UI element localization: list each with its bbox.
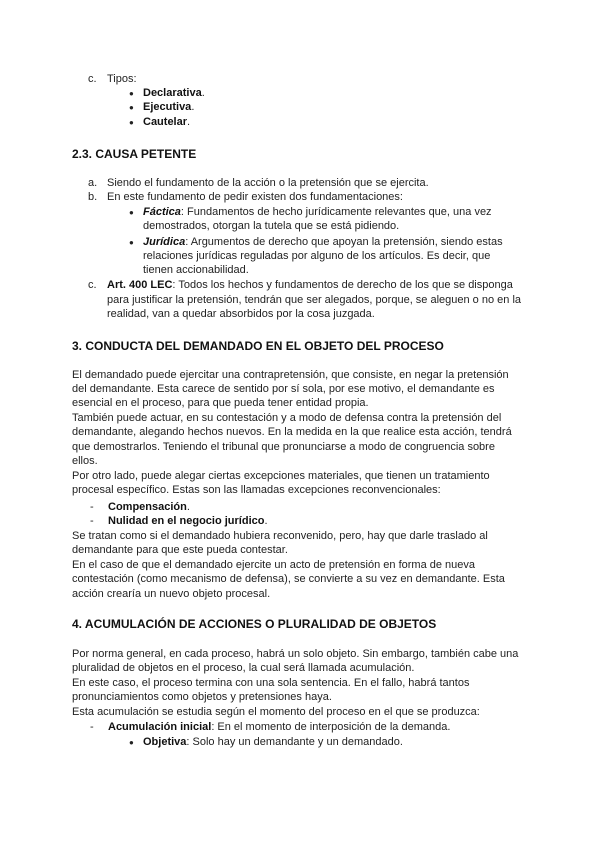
acumulacion-inicial: Acumulación inicial: En el momento de interposición de la demanda. [108, 721, 451, 733]
list-marker: c. [88, 73, 97, 85]
paragraph-line: El demandado puede ejercitar una contrapretensión, que consiste, en negar la pretensión [72, 369, 509, 381]
bullet-icon: ● [129, 89, 134, 98]
bullet-icon: ● [129, 738, 134, 747]
tipos-item: Cautelar. [143, 116, 191, 128]
paragraph-line: En este caso, el proceso termina con una sola sentencia. En el fallo, habrá tantos [72, 677, 470, 689]
tipos-label: Tipos: [107, 73, 137, 85]
list-marker: c. [88, 279, 97, 291]
paragraph-line: que demostrarlos. Teniendo el tribunal que pronunciarse a modo de congruencia sobre [72, 441, 495, 453]
art400-line: Art. 400 LEC: Todos los hechos y fundamentos de derecho de los que se disponga [107, 279, 513, 291]
dash-marker: - [90, 501, 94, 513]
paragraph-line: procesal específico. Estas son las llamadas excepciones reconvencionales: [72, 484, 441, 496]
list-marker: b. [88, 191, 98, 203]
dash-item: Compensación. [108, 501, 190, 513]
factica-line: Fáctica: Fundamentos de hecho jurídicamente relevantes que, una vez [143, 206, 492, 218]
art400-line: para justificar la pretensión, tendrán que ser alegados, porque, se aleguen o no en la [107, 294, 522, 306]
paragraph-line: ellos. [72, 455, 98, 467]
paragraph-line: Se tratan como si el demandado hubiera reconvenido, pero, hay que darle traslado al [72, 530, 488, 542]
bullet-icon: ● [129, 208, 134, 217]
paragraph-line: Por norma general, en cada proceso, habrá un solo objeto. Sin embargo, también cabe una [72, 648, 519, 660]
dash-marker: - [90, 721, 94, 733]
paragraph-line: pluralidad de objetos en el proceso, la cual será llamada acumulación. [72, 662, 415, 674]
section-heading: 2.3. CAUSA PETENTE [72, 147, 197, 161]
factica-line: demostrados, otorgan la tutela que se está pidiendo. [143, 220, 400, 232]
list-marker: a. [88, 177, 98, 189]
objetiva-item: Objetiva: Solo hay un demandante y un demandado. [143, 736, 403, 748]
dash-marker: - [90, 515, 94, 527]
dash-item: Nulidad en el negocio jurídico. [108, 515, 268, 527]
paragraph-line: contestación (como mecanismo de defensa), se convierte a su vez en demandante. Esta [72, 573, 505, 585]
paragraph-line: pronunciamientos como objetos y pretensiones haya. [72, 691, 332, 703]
paragraph-line: Esta acumulación se estudia según el momento del proceso en el que se produzca: [72, 706, 480, 718]
list-item-text: En este fundamento de pedir existen dos fundamentaciones: [107, 191, 403, 203]
paragraph-line: demandante para que este pueda contestar. [72, 544, 288, 556]
bullet-icon: ● [129, 103, 134, 112]
paragraph-line: demandante, alegando hechos nuevos. En la medida en la que realice esta acción, tendrá [72, 426, 512, 438]
paragraph-line: esencial en el proceso, para que pueda tener entidad propia. [72, 397, 369, 409]
tipos-item: Ejecutiva. [143, 101, 195, 113]
paragraph-line: También puede actuar, en su contestación y a modo de defensa contra la pretensión del [72, 412, 502, 424]
paragraph-line: Por otro lado, puede alegar ciertas excepciones materiales, que tienen un tratamiento [72, 470, 490, 482]
paragraph-line: del demandante. Esta carece de sentido por sí sola, por ese motivo, el demandante es [72, 383, 495, 395]
bullet-icon: ● [129, 118, 134, 127]
juridica-line: Jurídica: Argumentos de derecho que apoyan la pretensión, siendo estas [143, 236, 503, 248]
list-item-text: Siendo el fundamento de la acción o la pretensión que se ejercita. [107, 177, 429, 189]
section-heading: 3. CONDUCTA DEL DEMANDADO EN EL OBJETO DEL PROCESO [72, 339, 444, 353]
tipos-item: Declarativa. [143, 87, 205, 99]
art400-line: realidad, van a quedar absorbidos por la cosa juzgada. [107, 308, 375, 320]
juridica-line: tienen accionabilidad. [143, 264, 249, 276]
paragraph-line: acción crearía un nuevo objeto procesal. [72, 588, 271, 600]
juridica-line: relaciones jurídicas reguladas por alguno de los artículos. Es decir, que [143, 250, 491, 262]
section-heading: 4. ACUMULACIÓN DE ACCIONES O PLURALIDAD DE OBJETOS [72, 617, 437, 631]
bullet-icon: ● [129, 238, 134, 247]
paragraph-line: En el caso de que el demandado ejercite un acto de pretensión en forma de nueva [72, 559, 475, 571]
